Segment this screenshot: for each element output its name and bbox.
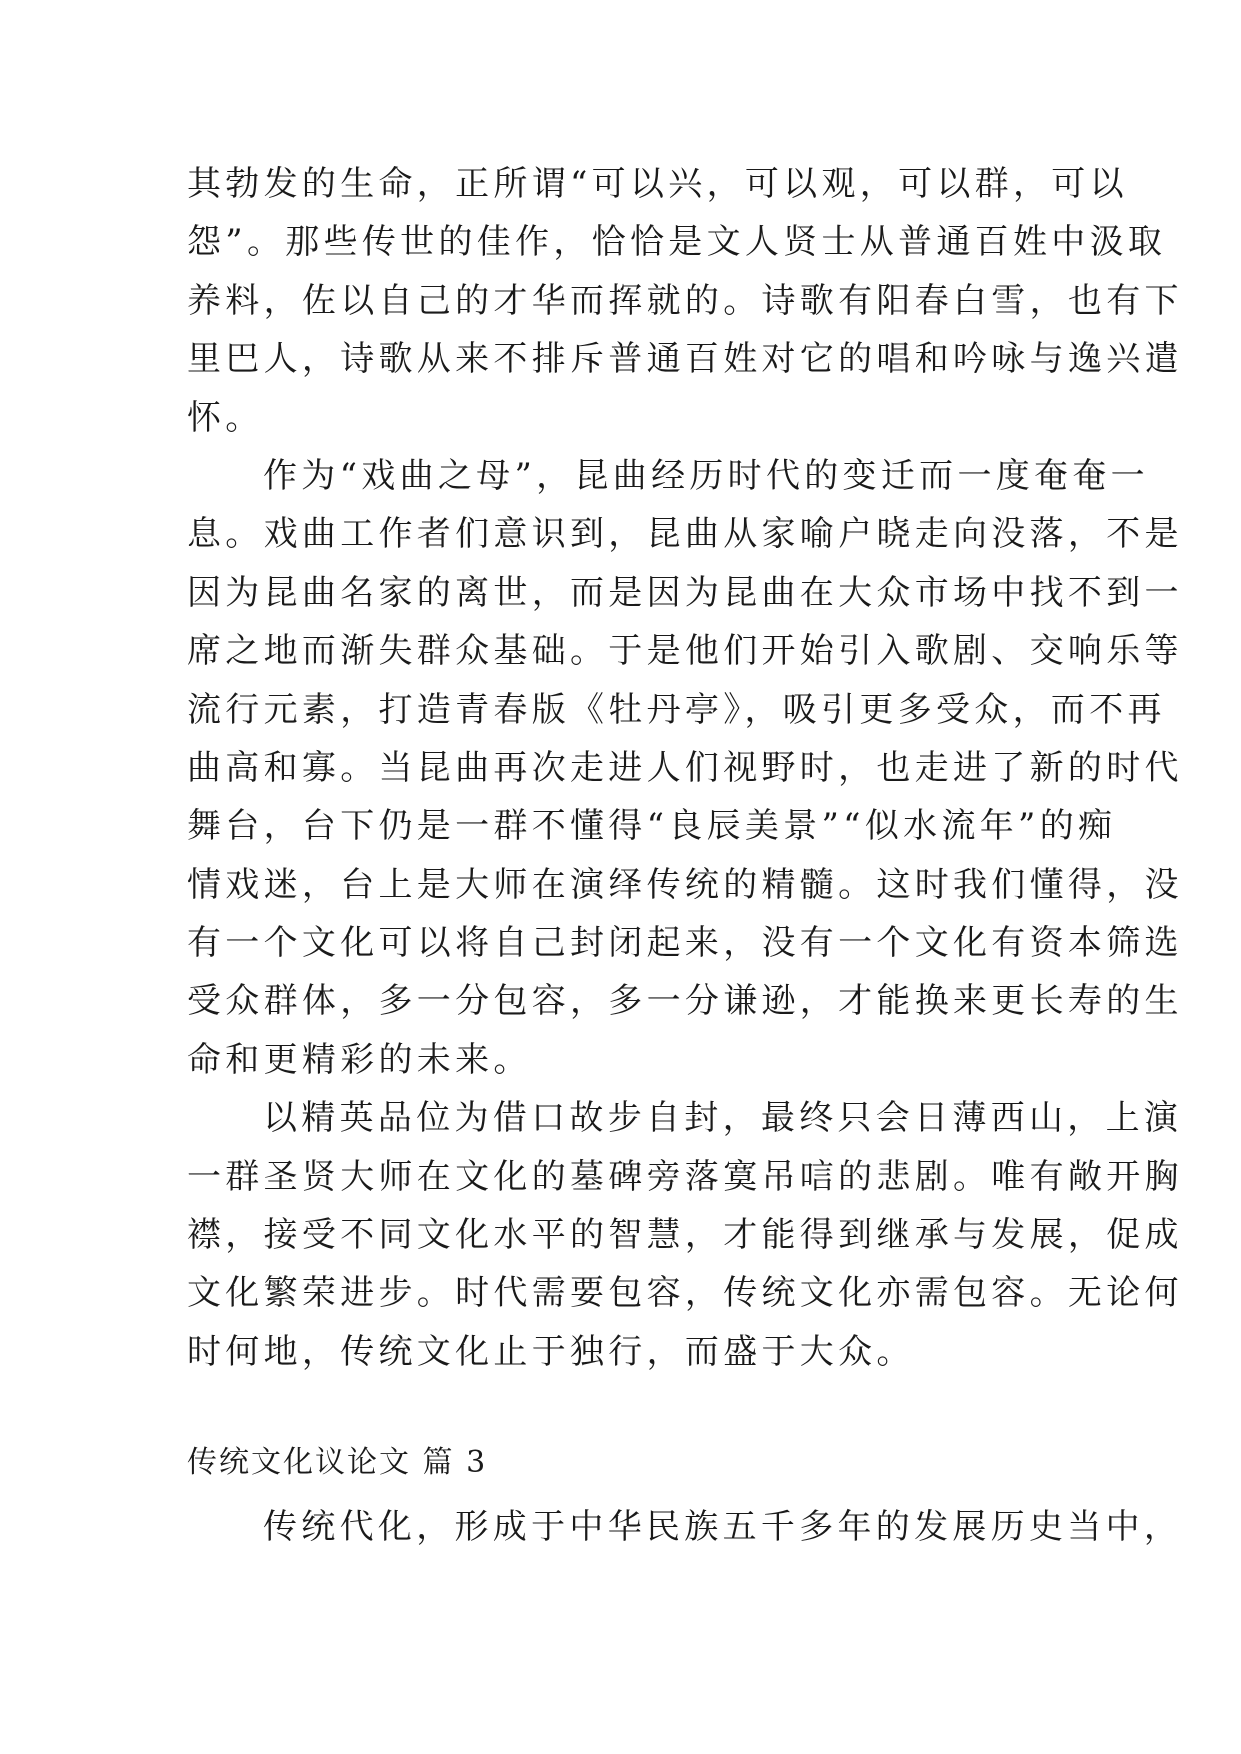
paragraph-2-line-10: 受众群体，多一分包容，多一分谦逊，才能换来更长寿的生 xyxy=(187,981,1183,1022)
paragraph-1-line-5: 怀。 xyxy=(187,397,264,438)
paragraph-2-line-4: 席之地而渐失群众基础。于是他们开始引入歌剧、交响乐等 xyxy=(187,631,1183,672)
paragraph-3-line-4: 文化繁荣进步。时代需要包容，传统文化亦需包容。无论何 xyxy=(187,1273,1183,1314)
paragraph-2-line-6: 曲高和寡。当昆曲再次走进人们视野时，也走进了新的时代 xyxy=(187,747,1183,788)
paragraph-4-line-1: 传统代化，形成于中华民族五千多年的发展历史当中， xyxy=(263,1507,1183,1547)
paragraph-2-line-7: 舞台，台下仍是一群不懂得“良辰美景”“似水流年”的痴 xyxy=(187,806,1117,847)
paragraph-2-line-3: 因为昆曲名家的离世，而是因为昆曲在大众市场中找不到一 xyxy=(187,572,1183,613)
paragraph-2-line-5: 流行元素，打造青春版《牡丹亭》，吸引更多受众，而不再 xyxy=(187,689,1166,730)
paragraph-3-line-1: 以精英品位为借口故步自封，最终只会日薄西山，上演 xyxy=(263,1098,1183,1139)
body-text xyxy=(187,155,1183,1381)
paragraph-1-line-3: 养料，佐以自己的才华而挥就的。诗歌有阳春白雪，也有下 xyxy=(187,280,1183,321)
paragraph-2-line-9: 有一个文化可以将自己封闭起来，没有一个文化有资本筛选 xyxy=(187,923,1183,964)
paragraph-2-line-11: 命和更精彩的未来。 xyxy=(187,1039,532,1080)
paragraph-2-line-1: 作为“戏曲之母”，昆曲经历时代的变迁而一度奄奄一 xyxy=(263,455,1149,496)
section-heading: 传统文化议论文 篇 3 xyxy=(187,1445,488,1480)
paragraph-3-line-3: 襟，接受不同文化水平的智慧，才能得到继承与发展，促成 xyxy=(187,1215,1183,1256)
paragraph-2-line-2: 息。戏曲工作者们意识到，昆曲从家喻户晓走向没落，不是 xyxy=(187,514,1183,555)
paragraph-1-line-2: 怨”。那些传世的佳作，恰恰是文人贤士从普通百姓中汲取 xyxy=(187,222,1167,263)
paragraph-1-line-1: 其勃发的生命，正所谓“可以兴，可以观，可以群，可以 xyxy=(187,164,1128,204)
paragraph-2-line-8: 情戏迷，台上是大师在演绎传统的精髓。这时我们懂得，没 xyxy=(187,864,1183,905)
paragraph-3-line-5: 时何地，传统文化止于独行，而盛于大众。 xyxy=(187,1331,915,1372)
paragraph-3-line-2: 一群圣贤大师在文化的墓碑旁落寞吊唁的悲剧。唯有敞开胸 xyxy=(187,1156,1183,1197)
paragraph-1-line-4: 里巴人，诗歌从来不排斥普通百姓对它的唱和吟咏与逸兴遣 xyxy=(187,339,1183,380)
